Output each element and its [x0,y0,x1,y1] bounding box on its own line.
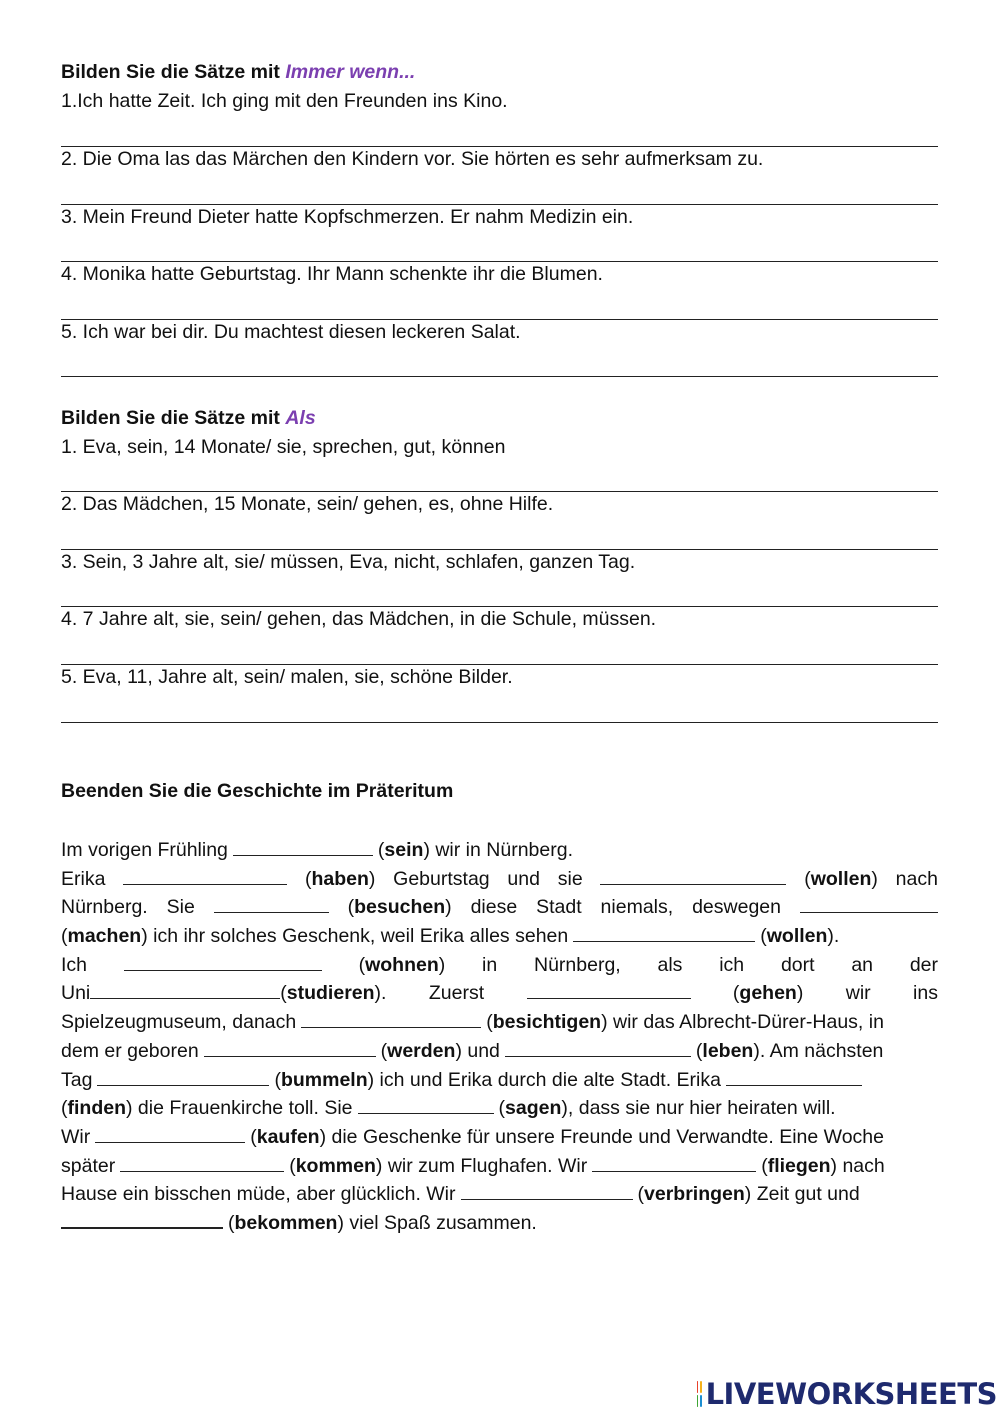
story-text-segment: dem er geboren [61,1039,199,1062]
logo-text: LIVEWORKSHEETS [705,1377,997,1411]
story-line [61,979,938,1008]
story-text-segment: dort [780,953,815,976]
story-text-segment: Erika [61,867,106,890]
story-blank[interactable] [204,1038,376,1057]
story-text-segment: (besuchen) [347,896,452,919]
story-blank[interactable] [124,952,322,971]
story-text-segment: ich [719,953,745,976]
story-text-segment: Geburtstag [393,867,490,890]
story-line [61,1123,938,1152]
story-blank[interactable] [726,1067,862,1086]
story-line [61,1066,938,1095]
story-blank[interactable] [90,980,280,999]
answer-line[interactable] [61,290,938,320]
story-blank[interactable] [95,1124,245,1143]
story-blank[interactable] [301,1009,481,1028]
story-blank[interactable] [97,1067,269,1086]
story-text-segment: der [909,953,938,976]
story-text-segment: Nürnberg. [61,896,148,919]
story-text-segment: (kommen) wir zum Flughafen. Wir [289,1154,588,1177]
story-line [61,865,938,894]
logo-icon [697,1381,702,1407]
section1-heading [61,61,938,84]
story-blank[interactable] [573,923,755,942]
story-blank[interactable] [461,1181,633,1200]
story-line [61,1152,938,1181]
story-text-segment: Uni (studieren). [61,982,387,1005]
story-blank[interactable] [120,1153,284,1172]
story-text-segment: Nürnberg, [534,953,621,976]
story-text [61,836,938,1238]
story-text-segment: an [851,953,874,976]
liveworksheets-logo [697,1374,997,1414]
story-blank[interactable] [600,866,786,885]
story-text-segment: Tag [61,1068,93,1091]
section2-item-3: 3. Sein, 3 Jahre alt, sie/ müssen, Eva, nicht, schlafen, ganzen Tag. [61,551,636,573]
answer-line[interactable] [61,693,938,723]
story-text-segment: Stadt [536,896,582,919]
section1-item-1: 1.Ich hatte Zeit. Ich ging mit den Freunden ins Kino. [61,90,508,112]
story-text-segment: (wohnen) [358,953,446,976]
section2-item-1: 1. Eva, sein, 14 Monate/ sie, sprechen, gut, können [61,436,506,458]
story-text-segment: wir [845,982,871,1005]
story-text-segment: (wollen) [804,867,878,890]
story-blank[interactable] [358,1095,494,1114]
story-text-segment: Wir [61,1125,91,1148]
story-line [61,951,938,980]
story-blank[interactable] [233,837,373,856]
story-text-segment: (sein) wir in Nürnberg. [377,839,573,861]
story-text-segment: (kaufen) die Geschenke für unsere Freunde und Verwandte. Eine Woche [250,1125,884,1148]
story-text-segment: (machen) ich ihr solches Geschenk, weil Erika alles sehen [61,925,569,948]
story-text-segment: (finden) die Frauenkirche toll. Sie [61,1097,353,1120]
section2-item-5: 5. Eva, 11, Jahre alt, sein/ malen, sie, schöne Bilder. [61,666,513,688]
answer-line[interactable] [61,635,938,665]
story-text-segment: deswegen [692,896,781,919]
section1-item-4: 4. Monika hatte Geburtstag. Ihr Mann schenkte ihr die Blumen. [61,263,603,285]
story-text-segment: (sagen), dass sie nur hier heiraten will. [498,1097,836,1120]
story-line [61,1180,938,1209]
story-text-segment: (leben). Am nächsten [695,1039,884,1062]
section2-heading [61,407,938,430]
story-text-segment: später [61,1154,116,1177]
answer-line[interactable] [61,520,938,550]
story-text-segment: niemals, [600,896,674,919]
story-text-segment: (wollen). [760,925,840,948]
story-blank[interactable] [123,866,287,885]
story-text-segment: sie [557,867,583,890]
section3-heading: Beenden Sie die Geschichte im Präteritum [61,780,454,802]
story-text-segment: Ich [61,953,88,976]
story-text-segment: (fliegen) nach [761,1154,885,1177]
story-text-segment: und [507,867,540,890]
story-line [61,893,938,922]
section1-heading-accent: Immer wenn... [285,61,416,83]
story-text-segment: (haben) [304,867,376,890]
story-text-segment: ins [913,982,938,1005]
story-blank[interactable] [214,894,329,913]
story-blank[interactable] [61,1209,223,1229]
story-text-segment: (bekommen) viel Spaß zusammen. [228,1211,537,1234]
story-text-segment: Im vorigen Frühling [61,839,228,861]
section1-item-5: 5. Ich war bei dir. Du machtest diesen leckeren Salat. [61,321,521,343]
story-line [61,922,938,951]
section1-heading-text: Bilden Sie die Sätze mit [61,61,280,83]
story-text-segment: Zuerst [428,982,485,1005]
story-text-segment: (bummeln) ich und Erika durch die alte Stadt. Erika [274,1068,721,1091]
story-text-segment: diese [470,896,518,919]
story-blank[interactable] [592,1153,756,1172]
section2-heading-accent: Als [285,407,316,429]
section2-item-4: 4. 7 Jahre alt, sie, sein/ gehen, das Mädchen, in die Schule, müssen. [61,608,657,630]
answer-line[interactable] [61,232,938,262]
answer-line[interactable] [61,577,938,607]
story-text-segment: als [657,953,683,976]
answer-line[interactable] [61,117,938,147]
story-text-segment: (besichtigen) wir das Albrecht-Dürer-Haus, in [486,1011,884,1034]
story-line [61,1008,938,1037]
story-line [61,1037,938,1066]
story-blank[interactable] [800,894,938,913]
story-text-segment: in [482,953,498,976]
answer-line[interactable] [61,347,938,377]
story-line [61,1209,938,1238]
story-text-segment: (verbringen) Zeit gut und [637,1183,860,1206]
section2-item-2: 2. Das Mädchen, 15 Monate, sein/ gehen, es, ohne Hilfe. [61,493,554,515]
answer-line[interactable] [61,462,938,492]
story-text-segment: Sie [166,896,195,919]
story-blank[interactable] [527,980,691,999]
story-line [61,1094,938,1123]
story-blank[interactable] [505,1038,691,1057]
section2-heading-text: Bilden Sie die Sätze mit [61,407,280,429]
story-line [61,836,938,865]
story-text-segment: (gehen) [732,982,804,1005]
answer-line[interactable] [61,175,938,205]
story-text-segment: (werden) und [380,1039,500,1062]
story-text-segment: nach [895,867,938,890]
story-text-segment: Hause ein bisschen müde, aber glücklich. Wir [61,1183,456,1206]
section1-item-3: 3. Mein Freund Dieter hatte Kopfschmerzen. Er nahm Medizin ein. [61,206,634,228]
section1-item-2: 2. Die Oma las das Märchen den Kindern vor. Sie hörten es sehr aufmerksam zu. [61,148,764,170]
story-text-segment: Spielzeugmuseum, danach [61,1011,297,1034]
